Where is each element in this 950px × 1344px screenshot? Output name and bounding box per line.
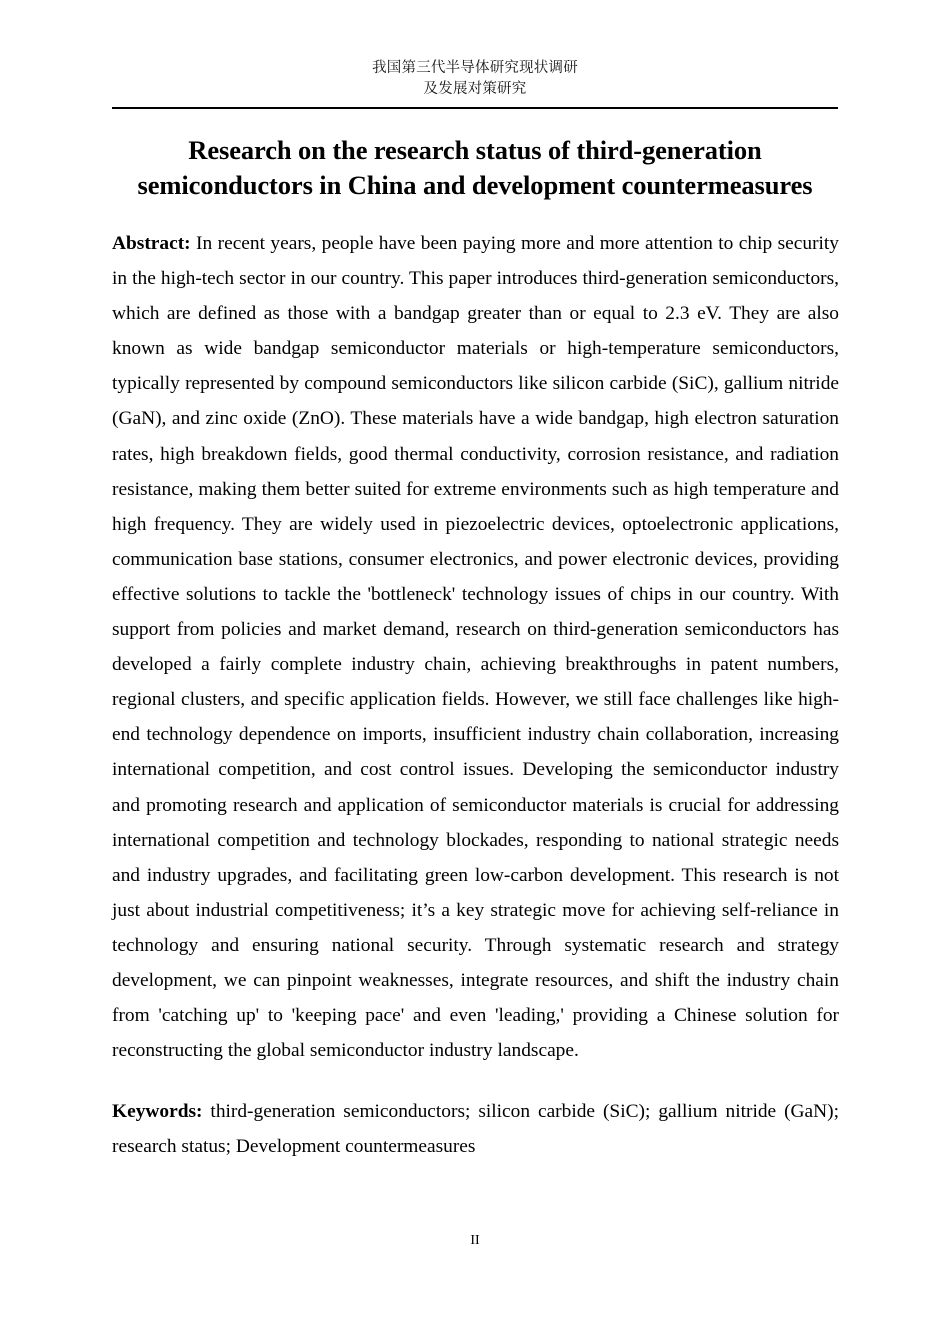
abstract-section [112, 226, 839, 1068]
abstract-label: Abstract: [112, 233, 191, 254]
page-footer [112, 1232, 838, 1250]
keywords-paragraph [112, 1094, 839, 1164]
keywords-label: Keywords: [112, 1101, 203, 1122]
abstract-paragraph [112, 226, 839, 1068]
keywords-section [112, 1094, 839, 1164]
running-header [112, 58, 838, 100]
running-header-line-2: 及发展对策研究 [423, 81, 527, 97]
running-header-line-1: 我国第三代半导体研究现状调研 [372, 60, 578, 76]
header-divider-rule [112, 107, 838, 109]
keywords-text: third-generation semiconductors; silicon carbide (SiC); gallium nitride (GaN); research status; Development countermeasures [112, 1101, 839, 1158]
page-title: Research on the research status of third-generation semiconductors in China and development countermeasures [137, 134, 813, 201]
page-number: II [470, 1233, 480, 1248]
abstract-text: In recent years, people have been paying more and more attention to chip security in the high-tech sector in our country. This paper introduces third-generation semiconductors, which are defined as those with a bandgap greater than or equal to 2.3 eV. They are also known as wide bandgap semiconductor materials or high-temperature semiconductors, typically represented by compound semiconductors like silicon carbide (SiC), gallium nitride (GaN), and zinc oxide (ZnO). These materials have a wide bandgap, high electron saturation rates, high breakdown fields, good thermal conductivity, corrosion resistance, and radiation resistance, making them better suited for extreme environments such as high temperature and high frequency. They are widely used in piezoelectric devices, optoelectronic applications, communication base stations, consumer electronics, and power electronic devices, providing effective solutions to tackle the 'bottleneck' technology issues of chips in our country. With support from policies and market demand, research on third-generation semiconductors has developed a fairly complete industry chain, achieving breakthroughs in patent numbers, regional clusters, and specific application fields. However, we still face challenges like high-end technology dependence on imports, insufficient industry chain collaboration, increasing international competition, and cost control issues. Developing the semiconductor industry and promoting research and application of semiconductor materials is crucial for addressing international competition and technology blockades, responding to national strategic needs and industry upgrades, and facilitating green low-carbon development. This research is not just about industrial competitiveness; it’s a key strategic move for achieving self-reliance in technology and ensuring national security. Through systematic research and strategy development, we can pinpoint weaknesses, integrate resources, and shift the industry chain from 'catching up' to 'keeping pace' and even 'leading,' providing a Chinese solution for reconstructing the global semiconductor industry landscape. [112, 233, 839, 1062]
